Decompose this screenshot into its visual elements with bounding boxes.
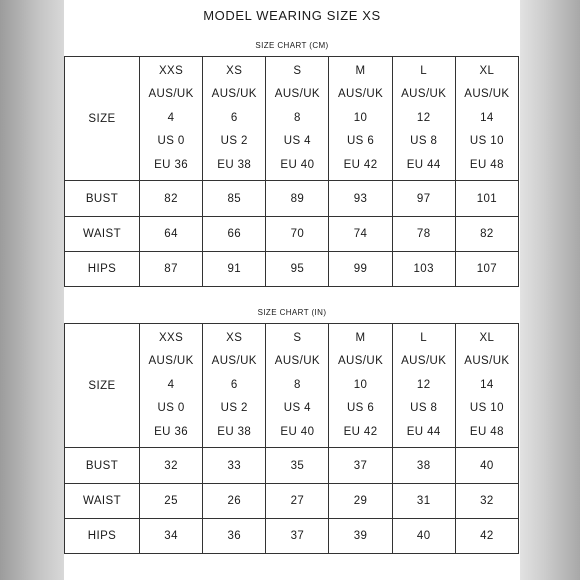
table-cell: 35 xyxy=(266,448,329,484)
size-eu: EU 48 xyxy=(469,158,504,171)
size-column-xs xyxy=(203,57,266,181)
size-eu: EU 36 xyxy=(154,158,189,171)
table-cell: 32 xyxy=(140,448,203,484)
row-label-hips: HIPS xyxy=(65,252,140,287)
table-cell: 40 xyxy=(455,448,518,484)
table-cell: 42 xyxy=(455,519,518,554)
size-us: US 8 xyxy=(410,135,438,148)
size-us: US 2 xyxy=(220,135,248,148)
size-column-m xyxy=(329,324,392,448)
table-cell: 36 xyxy=(203,519,266,554)
size-column-xxs xyxy=(140,57,203,181)
row-label-waist: WAIST xyxy=(65,217,140,252)
size-name: M xyxy=(355,331,366,344)
size-eu: EU 44 xyxy=(406,425,441,438)
size-column-l xyxy=(392,57,455,181)
size-us: US 10 xyxy=(469,402,504,415)
size-aus: 4 xyxy=(167,111,175,124)
chart-title-cm: SIZE CHART (CM) xyxy=(255,41,329,50)
table-cell: 64 xyxy=(140,217,203,252)
size-us: US 4 xyxy=(283,135,311,148)
size-column-l xyxy=(392,324,455,448)
table-cell: 37 xyxy=(266,519,329,554)
table-cell: 33 xyxy=(203,448,266,484)
size-aus: 14 xyxy=(480,378,494,391)
size-header-label: SIZE xyxy=(65,57,140,181)
size-region: AUS/UK xyxy=(274,88,320,101)
size-column-s xyxy=(266,57,329,181)
size-us: US 4 xyxy=(283,402,311,415)
background-right xyxy=(520,0,580,580)
size-table-cm xyxy=(64,56,519,287)
table-cell: 26 xyxy=(203,484,266,519)
size-column-m xyxy=(329,57,392,181)
chart-title-in: SIZE CHART (IN) xyxy=(257,308,327,317)
size-region: AUS/UK xyxy=(148,88,194,101)
size-region: AUS/UK xyxy=(148,355,194,368)
size-name: XXS xyxy=(158,64,184,77)
size-aus: 6 xyxy=(230,378,238,391)
table-cell: 31 xyxy=(392,484,455,519)
table-cell: 91 xyxy=(203,252,266,287)
size-chart-sheet xyxy=(64,0,520,580)
size-eu: EU 38 xyxy=(217,158,252,171)
page-title: MODEL WEARING SIZE XS xyxy=(203,8,381,23)
table-cell: 99 xyxy=(329,252,392,287)
size-aus: 10 xyxy=(353,378,368,391)
size-region: AUS/UK xyxy=(464,88,510,101)
table-cell: 70 xyxy=(266,217,329,252)
table-row-hips xyxy=(65,252,519,287)
size-us: US 8 xyxy=(410,402,438,415)
table-cell: 37 xyxy=(329,448,392,484)
table-cell: 97 xyxy=(392,181,455,217)
size-eu: EU 40 xyxy=(280,425,315,438)
size-us: US 10 xyxy=(469,135,504,148)
table-cell: 85 xyxy=(203,181,266,217)
size-region: AUS/UK xyxy=(211,355,257,368)
table-row-waist xyxy=(65,217,519,252)
size-column-xxs xyxy=(140,324,203,448)
table-cell: 82 xyxy=(455,217,518,252)
size-name: L xyxy=(420,64,428,77)
table-cell: 66 xyxy=(203,217,266,252)
size-us: US 2 xyxy=(220,402,248,415)
row-label-waist: WAIST xyxy=(65,484,140,519)
table-cell: 82 xyxy=(140,181,203,217)
size-column-s xyxy=(266,324,329,448)
size-aus: 12 xyxy=(416,111,431,124)
size-aus: 12 xyxy=(416,378,431,391)
size-name: XL xyxy=(479,331,495,344)
table-cell: 74 xyxy=(329,217,392,252)
size-aus: 14 xyxy=(480,111,494,124)
size-us: US 0 xyxy=(157,402,185,415)
size-column-xl xyxy=(455,324,518,448)
size-us: US 0 xyxy=(157,135,185,148)
size-name: XXS xyxy=(158,331,184,344)
row-label-bust: BUST xyxy=(65,448,140,484)
size-column-xs xyxy=(203,324,266,448)
size-us: US 6 xyxy=(346,402,375,415)
table-row-bust xyxy=(65,181,519,217)
table-cell: 101 xyxy=(455,181,518,217)
table-row-waist xyxy=(65,484,519,519)
table-cell: 107 xyxy=(455,252,518,287)
size-eu: EU 44 xyxy=(406,158,441,171)
size-name: XS xyxy=(226,64,243,77)
table-cell: 32 xyxy=(455,484,518,519)
size-region: AUS/UK xyxy=(211,88,257,101)
size-eu: EU 42 xyxy=(343,425,378,438)
size-name: XS xyxy=(226,331,243,344)
size-eu: EU 36 xyxy=(154,425,189,438)
size-region: AUS/UK xyxy=(274,355,320,368)
size-region: AUS/UK xyxy=(401,88,447,101)
size-eu: EU 38 xyxy=(217,425,252,438)
size-region: AUS/UK xyxy=(337,355,384,368)
table-row-hips xyxy=(65,519,519,554)
row-label-hips: HIPS xyxy=(65,519,140,554)
table-cell: 103 xyxy=(392,252,455,287)
size-eu: EU 42 xyxy=(343,158,378,171)
size-region: AUS/UK xyxy=(337,88,384,101)
size-region: AUS/UK xyxy=(401,355,447,368)
size-eu: EU 48 xyxy=(469,425,504,438)
size-us: US 6 xyxy=(346,135,375,148)
table-cell: 38 xyxy=(392,448,455,484)
size-name: S xyxy=(293,331,302,344)
table-cell: 25 xyxy=(140,484,203,519)
row-label-bust: BUST xyxy=(65,181,140,217)
size-eu: EU 40 xyxy=(280,158,315,171)
background-left xyxy=(0,0,64,580)
table-cell: 40 xyxy=(392,519,455,554)
size-name: L xyxy=(420,331,428,344)
table-cell: 39 xyxy=(329,519,392,554)
table-cell: 87 xyxy=(140,252,203,287)
table-cell: 29 xyxy=(329,484,392,519)
size-column-xl xyxy=(455,57,518,181)
size-name: S xyxy=(293,64,302,77)
table-cell: 95 xyxy=(266,252,329,287)
size-aus: 8 xyxy=(293,378,301,391)
table-row-bust xyxy=(65,448,519,484)
size-region: AUS/UK xyxy=(464,355,510,368)
size-aus: 4 xyxy=(167,378,175,391)
size-header-row xyxy=(65,324,519,448)
size-table-in xyxy=(64,323,519,554)
table-cell: 34 xyxy=(140,519,203,554)
size-header-row xyxy=(65,57,519,181)
size-aus: 8 xyxy=(293,111,301,124)
table-cell: 93 xyxy=(329,181,392,217)
table-cell: 78 xyxy=(392,217,455,252)
size-header-label: SIZE xyxy=(65,324,140,448)
table-cell: 89 xyxy=(266,181,329,217)
size-name: M xyxy=(355,64,366,77)
size-name: XL xyxy=(479,64,495,77)
size-aus: 6 xyxy=(230,111,238,124)
size-aus: 10 xyxy=(353,111,368,124)
table-cell: 27 xyxy=(266,484,329,519)
